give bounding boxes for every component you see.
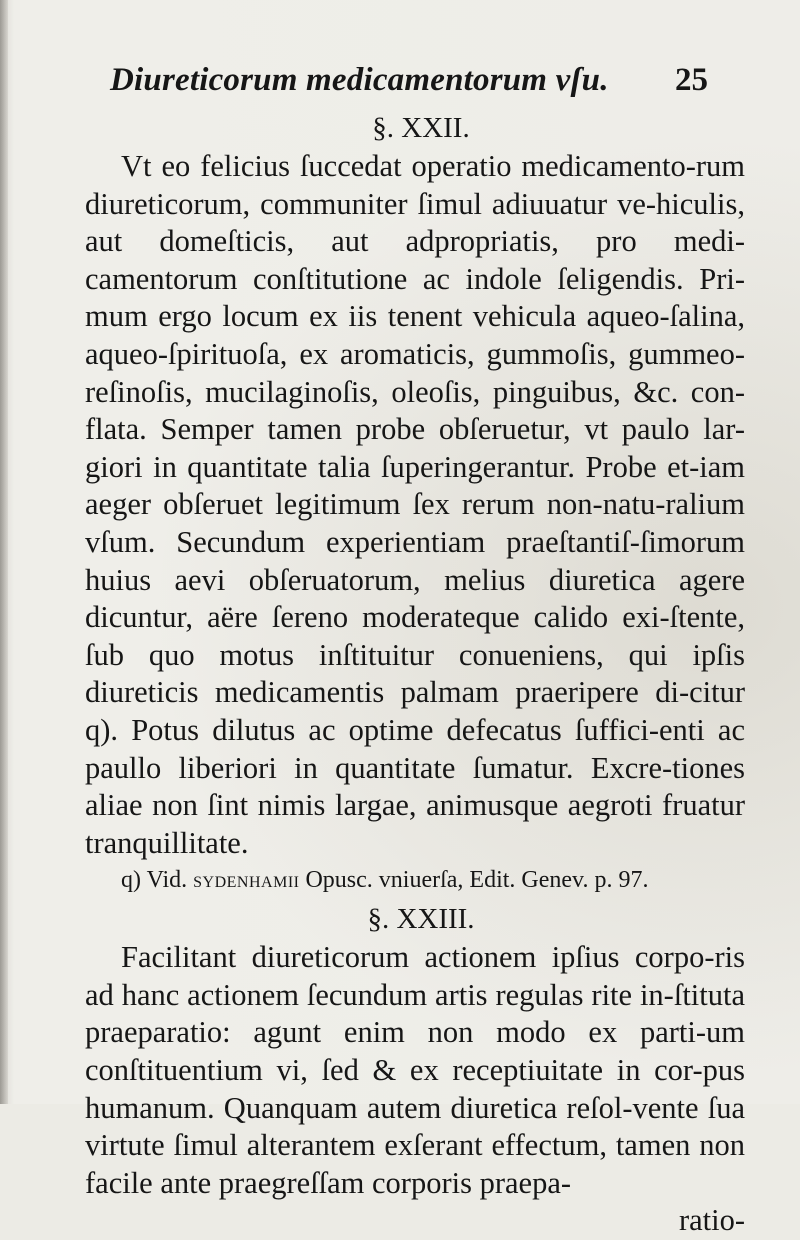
catchword: ratio- (678, 1203, 745, 1238)
footnote-citation: Opusc. vniuerſa, Edit. Genev. p. 97. (305, 867, 649, 894)
section-heading-22: §. XXII. (372, 112, 470, 144)
running-head (110, 62, 760, 102)
paragraph-23: Facilitant diureticorum actionem ipſius corpo-ris ad hanc actionem ſecundum artis regulas rite in-ſtituta praeparatio: agunt enim non modo ex parti-um conſtituentium vi, ſed & ex receptiuitate in cor-pus humanum. Quanquam autem diuretica reſol-vente ſua virtute ſimul alterantem exſerant effectum, tamen non facile ante praegreſſam corporis praepa- (85, 940, 745, 1200)
body-text (85, 110, 745, 1240)
footnote-vid: Vid. (146, 867, 188, 894)
footnote-author: SYDENHAMII (193, 874, 300, 892)
running-title: Diureticorum medicamentorum vſu. (110, 62, 609, 98)
section-heading-23: §. XXIII. (367, 903, 475, 936)
footnote-marker: q) (121, 867, 141, 894)
page-spine-shadow (0, 0, 8, 1104)
paragraph-22: Vt eo felicius ſuccedat operatio medicamento-rum diureticorum, communiter ſimul adiuuatur ve-hiculis, aut domeſticis, aut adpropriatis, pro medi-camentorum conſtitutione ac indole ſeligendis. Pri-mum ergo locum ex iis tenent vehicula aqueo-ſalina, aqueo-ſpirituoſa, ex aromaticis, gummoſis, gummeo-reſinoſis, mucilaginoſis, oleoſis, pinguibus, &c. con-flata. Semper tamen probe obſeruetur, vt paulo lar-giori in quantitate talia ſuperingerantur. Probe et-iam aeger obſeruet legitimum ſex rerum non-natu-ralium vſum. Secundum experientiam praeſtantiſ-ſimorum huius aevi obſeruatorum, melius diuretica agere dicuntur, aëre ſereno moderateque calido exi-ſtente, ſub quo motus inſtituitur conueniens, qui ipſis diureticis medicamentis palmam praeripere di-citur q). Potus dilutus ac optime defecatus ſuffici-enti ac paullo liberiori in quantitate ſumatur. Excre-tiones aliae non ſint nimis largae, animusque aegroti fruatur tranquillitate. (85, 149, 745, 860)
footnote (85, 862, 745, 901)
page-number: 25 (675, 62, 708, 98)
